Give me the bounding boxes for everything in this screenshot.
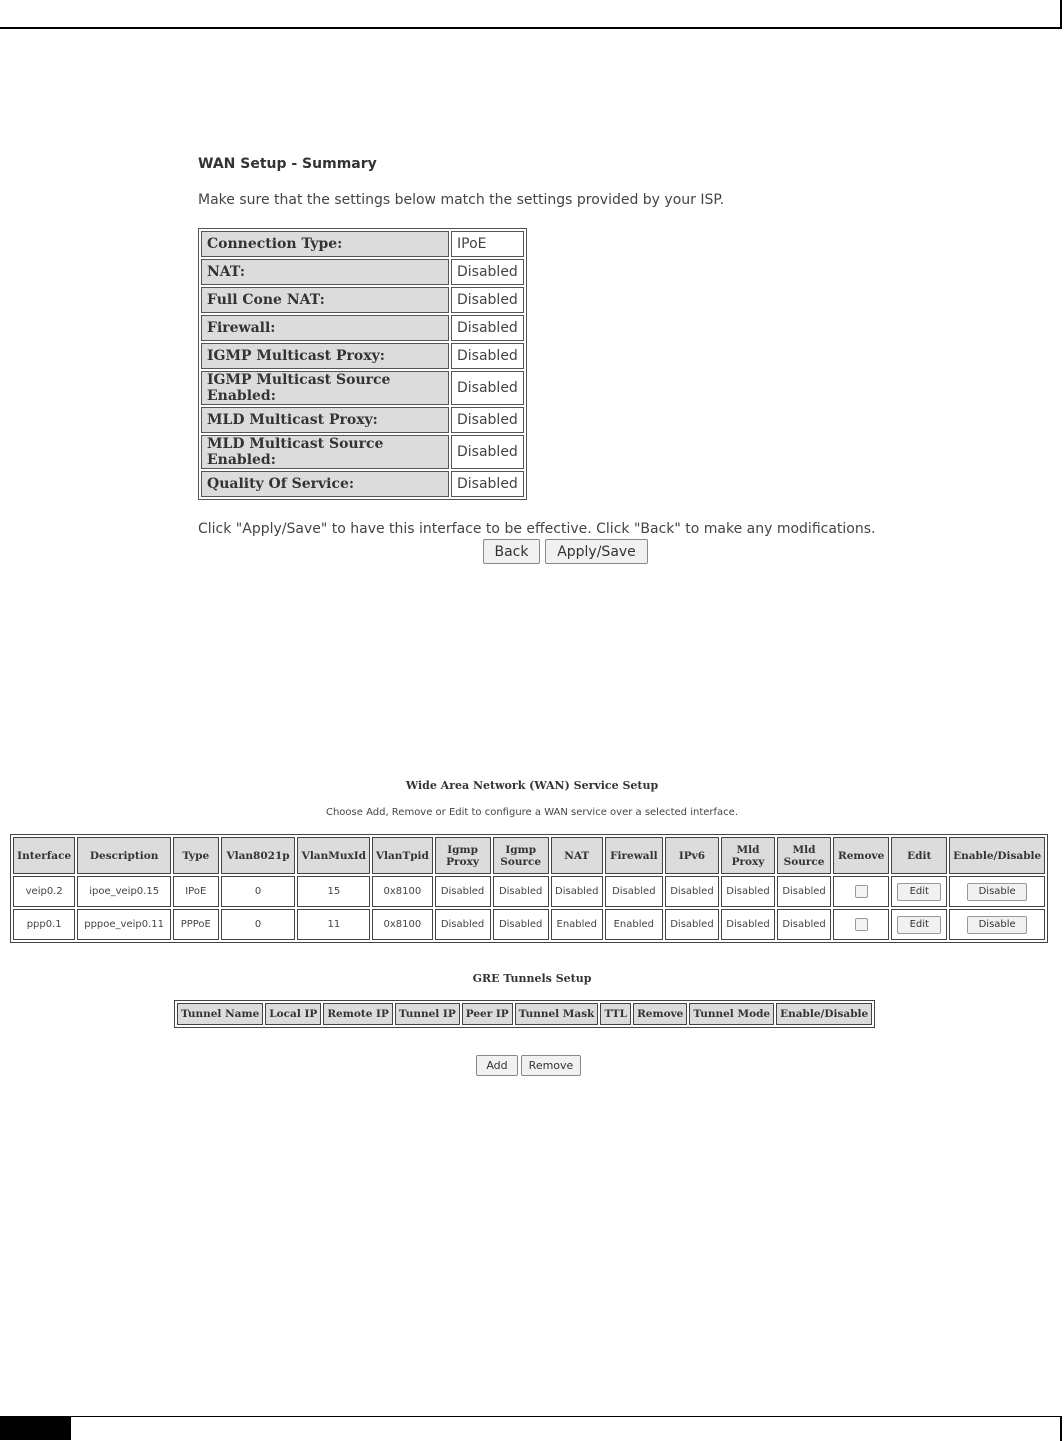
summary-value: Disabled <box>451 259 524 285</box>
remove-checkbox[interactable] <box>855 918 868 931</box>
wan-column-header: Firewall <box>605 837 663 874</box>
wan-header-row <box>13 837 1045 874</box>
wan-cell: Disabled <box>777 909 831 940</box>
summary-row <box>201 371 524 405</box>
disable-button[interactable]: Disable <box>967 916 1027 934</box>
apply-save-button[interactable]: Apply/Save <box>545 539 648 564</box>
summary-label: MLD Multicast Source Enabled: <box>201 435 449 469</box>
wan-cell: Disabled <box>777 876 831 907</box>
summary-title: WAN Setup - Summary <box>198 156 377 172</box>
wan-service-table <box>10 834 1048 943</box>
edit-button[interactable]: Edit <box>897 883 941 901</box>
wan-cell: 0x8100 <box>372 909 432 940</box>
wan-table-row <box>13 909 1045 940</box>
summary-label: Quality Of Service: <box>201 471 449 497</box>
wan-cell: Disabled <box>493 876 549 907</box>
wan-cell: Enabled <box>605 909 663 940</box>
wan-column-header: Edit <box>891 837 947 874</box>
back-button[interactable]: Back <box>483 539 540 564</box>
wan-column-header: NAT <box>551 837 603 874</box>
wan-column-header: Igmp Source <box>493 837 549 874</box>
wan-cell: Disabled <box>435 876 491 907</box>
wan-cell: Disabled <box>493 909 549 940</box>
page-header-rule <box>0 0 1062 29</box>
page-number-tab <box>0 1417 71 1440</box>
wan-column-header: IPv6 <box>665 837 719 874</box>
disable-button[interactable]: Disable <box>967 883 1027 901</box>
wan-column-header: Remove <box>833 837 889 874</box>
page-footer-rule <box>0 1416 1062 1441</box>
gre-column-header: Local IP <box>265 1003 321 1025</box>
gre-column-header: Enable/Disable <box>776 1003 872 1025</box>
summary-row <box>201 287 524 313</box>
summary-row <box>201 343 524 369</box>
summary-note: Click "Apply/Save" to have this interface to be effective. Click "Back" to make any modifications. <box>198 521 876 537</box>
wan-cell: PPPoE <box>173 909 219 940</box>
summary-value: Disabled <box>451 315 524 341</box>
wan-cell: 0x8100 <box>372 876 432 907</box>
summary-value: IPoE <box>451 231 524 257</box>
summary-row <box>201 315 524 341</box>
toggle-cell <box>949 876 1045 907</box>
summary-value: Disabled <box>451 435 524 469</box>
wan-column-header: Mld Proxy <box>721 837 775 874</box>
edit-button[interactable]: Edit <box>897 916 941 934</box>
wan-table-row <box>13 876 1045 907</box>
wan-cell: 0 <box>221 876 296 907</box>
edit-cell <box>891 909 947 940</box>
summary-label: Full Cone NAT: <box>201 287 449 313</box>
wan-column-header: Igmp Proxy <box>435 837 491 874</box>
summary-value: Disabled <box>451 471 524 497</box>
gre-column-header: Tunnel Mask <box>515 1003 599 1025</box>
wan-column-header: VlanMuxId <box>297 837 370 874</box>
wan-cell: 11 <box>297 909 370 940</box>
summary-value: Disabled <box>451 371 524 405</box>
summary-row <box>201 231 524 257</box>
wan-column-header: VlanTpid <box>372 837 432 874</box>
summary-label: IGMP Multicast Source Enabled: <box>201 371 449 405</box>
summary-row <box>201 435 524 469</box>
summary-row <box>201 471 524 497</box>
gre-column-header: Peer IP <box>462 1003 513 1025</box>
remove-button[interactable]: Remove <box>521 1055 581 1076</box>
summary-row <box>201 259 524 285</box>
wan-cell: Disabled <box>605 876 663 907</box>
summary-label: MLD Multicast Proxy: <box>201 407 449 433</box>
wan-cell: 15 <box>297 876 370 907</box>
remove-cell <box>833 876 889 907</box>
wan-cell: ppp0.1 <box>13 909 75 940</box>
summary-label: Connection Type: <box>201 231 449 257</box>
gre-column-header: Remote IP <box>323 1003 393 1025</box>
wan-column-header: Type <box>173 837 219 874</box>
gre-column-header: Remove <box>633 1003 687 1025</box>
add-button[interactable]: Add <box>476 1055 518 1076</box>
toggle-cell <box>949 909 1045 940</box>
summary-label: IGMP Multicast Proxy: <box>201 343 449 369</box>
wan-column-header: Mld Source <box>777 837 831 874</box>
wan-cell: Disabled <box>721 876 775 907</box>
wan-column-header: Vlan8021p <box>221 837 296 874</box>
gre-column-header: Tunnel Mode <box>689 1003 774 1025</box>
summary-value: Disabled <box>451 407 524 433</box>
wan-cell: Disabled <box>665 876 719 907</box>
wan-column-header: Enable/Disable <box>949 837 1045 874</box>
wan-cell: IPoE <box>173 876 219 907</box>
wan-cell: Disabled <box>721 909 775 940</box>
gre-tunnels-table <box>174 1000 875 1028</box>
summary-label: NAT: <box>201 259 449 285</box>
summary-description: Make sure that the settings below match the settings provided by your ISP. <box>198 192 725 208</box>
gre-column-header: TTL <box>600 1003 631 1025</box>
summary-table <box>198 228 527 500</box>
wan-cell: pppoe_veip0.11 <box>77 909 171 940</box>
gre-column-header: Tunnel Name <box>177 1003 263 1025</box>
wan-column-header: Description <box>77 837 171 874</box>
remove-checkbox[interactable] <box>855 885 868 898</box>
wan-cell: veip0.2 <box>13 876 75 907</box>
wan-setup-description: Choose Add, Remove or Edit to configure a WAN service over a selected interface. <box>325 807 738 818</box>
summary-label: Firewall: <box>201 315 449 341</box>
remove-cell <box>833 909 889 940</box>
wan-cell: Enabled <box>551 909 603 940</box>
gre-tunnels-title: GRE Tunnels Setup <box>472 972 592 985</box>
wan-cell: Disabled <box>665 909 719 940</box>
summary-value: Disabled <box>451 343 524 369</box>
gre-column-header: Tunnel IP <box>395 1003 460 1025</box>
wan-cell: Disabled <box>435 909 491 940</box>
gre-header-row <box>177 1003 872 1025</box>
wan-setup-title: Wide Area Network (WAN) Service Setup <box>405 779 659 792</box>
wan-column-header: Interface <box>13 837 75 874</box>
wan-cell: ipoe_veip0.15 <box>77 876 171 907</box>
summary-value: Disabled <box>451 287 524 313</box>
summary-row <box>201 407 524 433</box>
wan-cell: Disabled <box>551 876 603 907</box>
edit-cell <box>891 876 947 907</box>
wan-cell: 0 <box>221 909 296 940</box>
